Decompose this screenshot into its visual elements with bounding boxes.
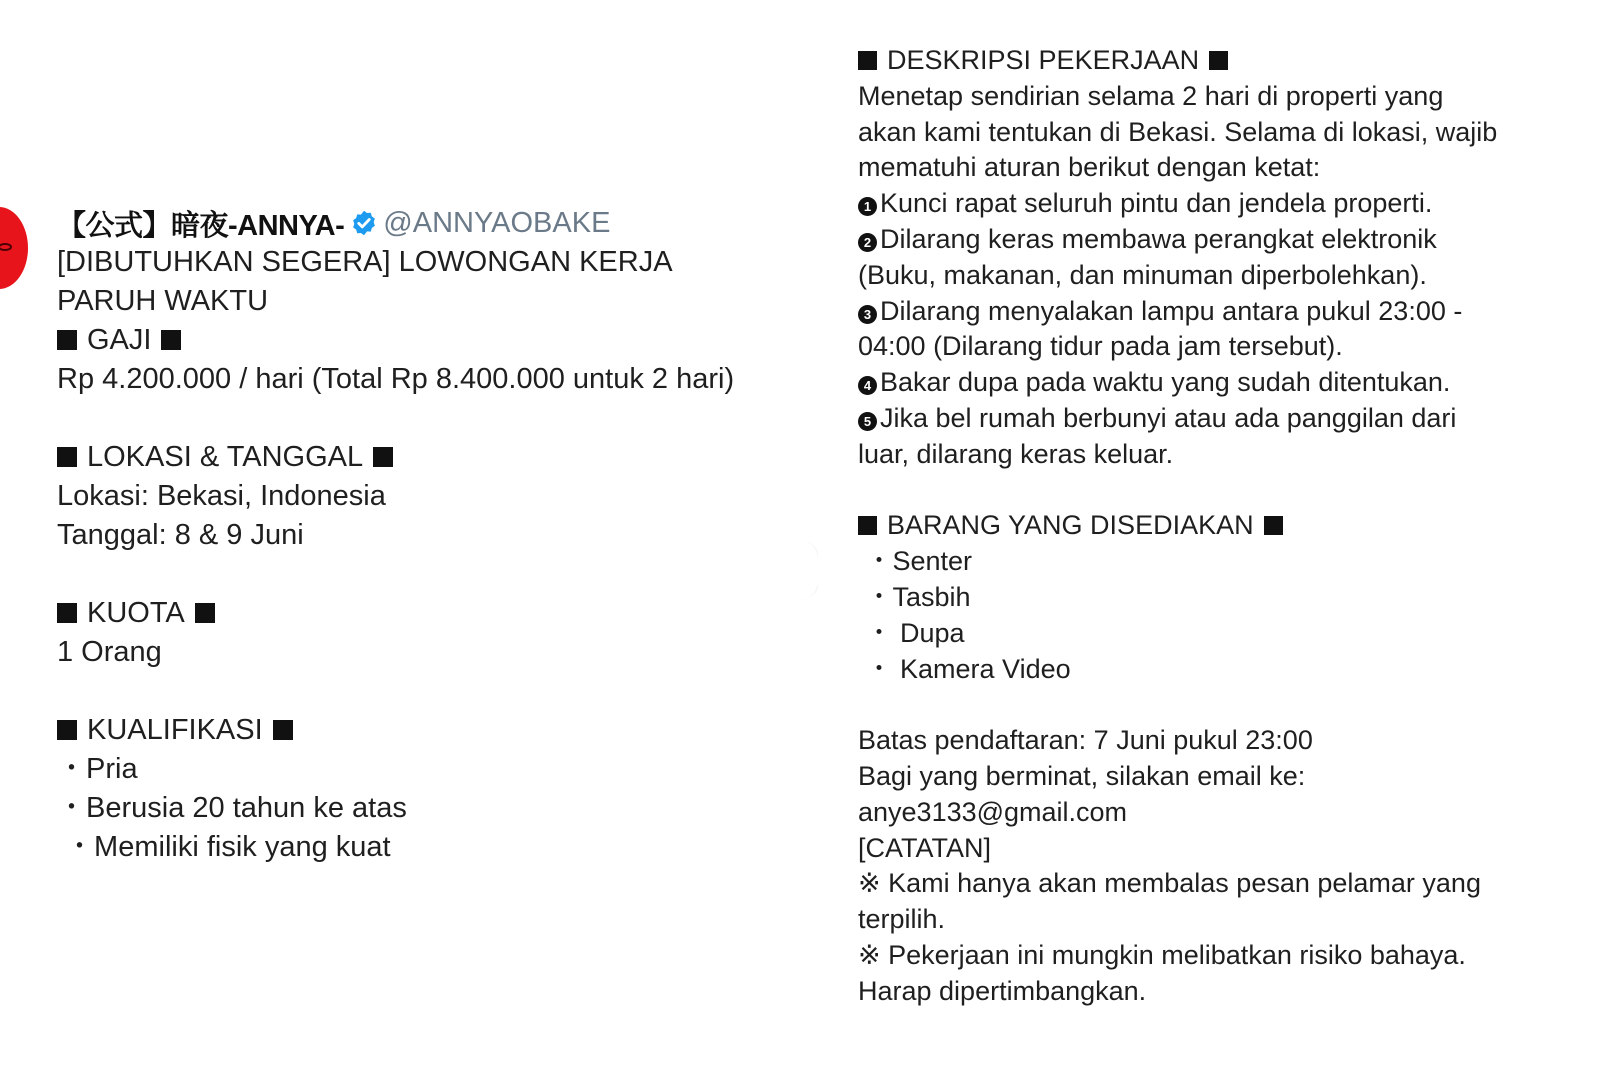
square-bullet-icon bbox=[858, 51, 877, 70]
heading-label: LOKASI & TANGGAL bbox=[87, 441, 364, 473]
spacer bbox=[57, 399, 817, 438]
tweet-post bbox=[57, 203, 817, 867]
square-bullet-icon bbox=[195, 603, 215, 623]
numbered-circle-icon: 3 bbox=[858, 305, 877, 324]
tweet-panel-right bbox=[818, 0, 1600, 1067]
rule-text: (Buku, makanan, dan minuman diperbolehkan). bbox=[858, 259, 1427, 290]
numbered-circle-icon: 5 bbox=[858, 412, 877, 431]
rule-text: luar, dilarang keras keluar. bbox=[858, 438, 1174, 469]
tanggal-value: Tanggal: 8 & 9 Juni bbox=[57, 519, 304, 551]
heading-label: BARANG YANG DISEDIAKAN bbox=[887, 510, 1254, 541]
rule-item bbox=[858, 401, 1588, 437]
tweet-body-continued bbox=[858, 43, 1588, 1010]
list-item: ・Senter bbox=[858, 546, 973, 577]
verified-badge-icon bbox=[350, 209, 378, 237]
square-bullet-icon bbox=[57, 330, 77, 350]
email-prompt: Bagi yang berminat, silakan email ke: bbox=[858, 760, 1306, 791]
list-item: ・Pria bbox=[57, 753, 138, 785]
list-item: ・ Kamera Video bbox=[858, 653, 1071, 684]
gaji-value: Rp 4.200.000 / hari (Total Rp 8.400.000 untuk 2 hari) bbox=[57, 363, 735, 395]
square-bullet-icon bbox=[57, 603, 77, 623]
rule-item bbox=[858, 222, 1588, 258]
note-line: ※ Kami hanya akan membalas pesan pelamar yang bbox=[858, 868, 1481, 899]
rules-list bbox=[858, 186, 1588, 472]
deskripsi-heading bbox=[858, 43, 1588, 79]
note-line: Harap dipertimbangkan. bbox=[858, 975, 1147, 1006]
square-bullet-icon bbox=[273, 720, 293, 740]
kuota-value: 1 Orang bbox=[57, 636, 162, 668]
numbered-circle-icon: 1 bbox=[858, 197, 877, 216]
numbered-circle-icon: 2 bbox=[858, 233, 877, 252]
lokasi-heading bbox=[57, 438, 817, 477]
kualifikasi-heading bbox=[57, 711, 817, 750]
avatar[interactable] bbox=[0, 207, 28, 289]
square-bullet-icon bbox=[1264, 516, 1283, 535]
note-heading: [CATATAN] bbox=[858, 832, 991, 863]
rule-item bbox=[858, 365, 1588, 401]
list-item: ・Tasbih bbox=[858, 581, 971, 612]
tweet-body bbox=[57, 243, 817, 867]
rule-item bbox=[858, 329, 1588, 365]
spacer bbox=[57, 555, 817, 594]
square-bullet-icon bbox=[858, 516, 877, 535]
rule-item bbox=[858, 294, 1588, 330]
heading-label: KUOTA bbox=[87, 597, 185, 629]
rule-item bbox=[858, 186, 1588, 222]
author-name[interactable]: 【公式】暗夜-ANNYA- bbox=[57, 209, 345, 242]
square-bullet-icon bbox=[57, 720, 77, 740]
rule-text: Bakar dupa pada waktu yang sudah ditentukan. bbox=[880, 367, 1451, 398]
rule-text: Dilarang keras membawa perangkat elektronik bbox=[880, 223, 1437, 254]
spacer bbox=[858, 473, 1588, 509]
description-line: mematuhi aturan berikut dengan ketat: bbox=[858, 152, 1321, 183]
rule-text: 04:00 (Dilarang tidur pada jam tersebut). bbox=[858, 331, 1343, 362]
post-title-line: [DIBUTUHKAN SEGERA] LOWONGAN KERJA bbox=[57, 246, 673, 278]
email-link[interactable]: anye3133@gmail.com bbox=[858, 796, 1128, 827]
rule-text: Jika bel rumah berbunyi atau ada panggilan dari bbox=[880, 402, 1457, 433]
list-item: ・Berusia 20 tahun ke atas bbox=[57, 792, 407, 824]
heading-label: KUALIFIKASI bbox=[87, 714, 263, 746]
heading-label: GAJI bbox=[87, 324, 152, 356]
kuota-heading bbox=[57, 594, 817, 633]
square-bullet-icon bbox=[161, 330, 181, 350]
barang-heading bbox=[858, 508, 1588, 544]
spacer bbox=[57, 672, 817, 711]
rule-item bbox=[858, 258, 1588, 294]
post-title-line: PARUH WAKTU bbox=[57, 285, 269, 317]
author-row bbox=[57, 203, 817, 243]
numbered-circle-icon: 4 bbox=[858, 376, 877, 395]
eye-icon bbox=[0, 243, 12, 251]
gaji-heading bbox=[57, 321, 817, 360]
rule-text: Dilarang menyalakan lampu antara pukul 23:00 - bbox=[880, 295, 1463, 326]
heading-label: DESKRIPSI PEKERJAAN bbox=[887, 45, 1200, 75]
square-bullet-icon bbox=[373, 447, 393, 467]
square-bullet-icon bbox=[57, 447, 77, 467]
rule-item bbox=[858, 437, 1588, 473]
description-line: Menetap sendirian selama 2 hari di properti yang bbox=[858, 80, 1444, 111]
note-line: ※ Pekerjaan ini mungkin melibatkan risiko bahaya. bbox=[858, 939, 1466, 970]
list-item: ・Memiliki fisik yang kuat bbox=[57, 831, 391, 863]
deadline-text: Batas pendaftaran: 7 Juni pukul 23:00 bbox=[858, 725, 1313, 756]
lokasi-value: Lokasi: Bekasi, Indonesia bbox=[57, 480, 386, 512]
square-bullet-icon bbox=[1209, 51, 1228, 70]
author-handle[interactable]: @ANNYAOBAKE bbox=[383, 206, 611, 239]
rule-text: Kunci rapat seluruh pintu dan jendela properti. bbox=[880, 188, 1433, 219]
spacer bbox=[858, 687, 1588, 723]
note-line: terpilih. bbox=[858, 904, 946, 935]
description-line: akan kami tentukan di Bekasi. Selama di lokasi, wajib bbox=[858, 116, 1498, 147]
list-item: ・ Dupa bbox=[858, 617, 965, 648]
